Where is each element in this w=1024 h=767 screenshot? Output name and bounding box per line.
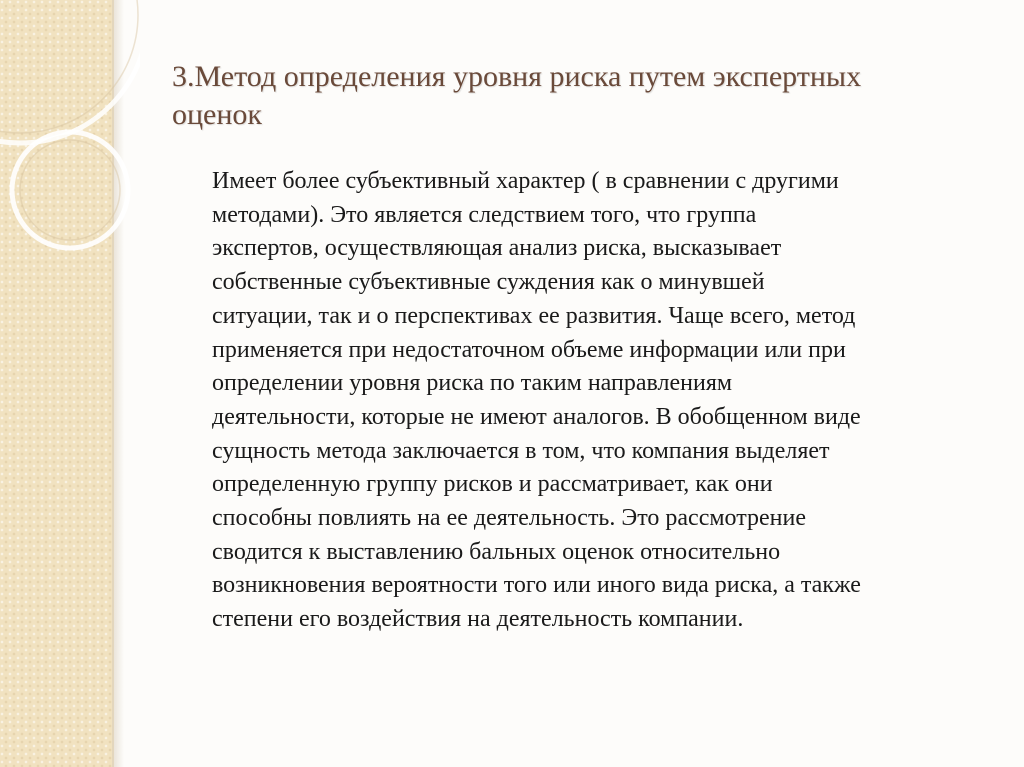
decorative-rings-ornament — [0, 0, 140, 290]
slide-title: 3.Метод определения уровня риска путем экспертных оценок — [172, 60, 862, 131]
slide-body-paragraph: Имеет более субъективный характер ( в сравнении с другими методами). Это является следствием того, что группа экспертов, осуществляющая анализ риска, высказывает собственные субъективные суждения как о минувшей ситуации, так и о перспективах ее развития. Чаще всего, метод применяется при недостаточном объеме информации или при определении уровня риска по таким направлениям деятельности, которые не имеют аналогов. В обобщенном виде сущность метода заключается в том, что компания выделяет определенную группу рисков и рассматривает, как они способны повлиять на ее деятельность. Это рассмотрение сводится к выставлению бальных оценок относительно возникновения вероятности того или иного вида риска, а также степени его воздействия на деятельность компании. — [212, 168, 861, 633]
